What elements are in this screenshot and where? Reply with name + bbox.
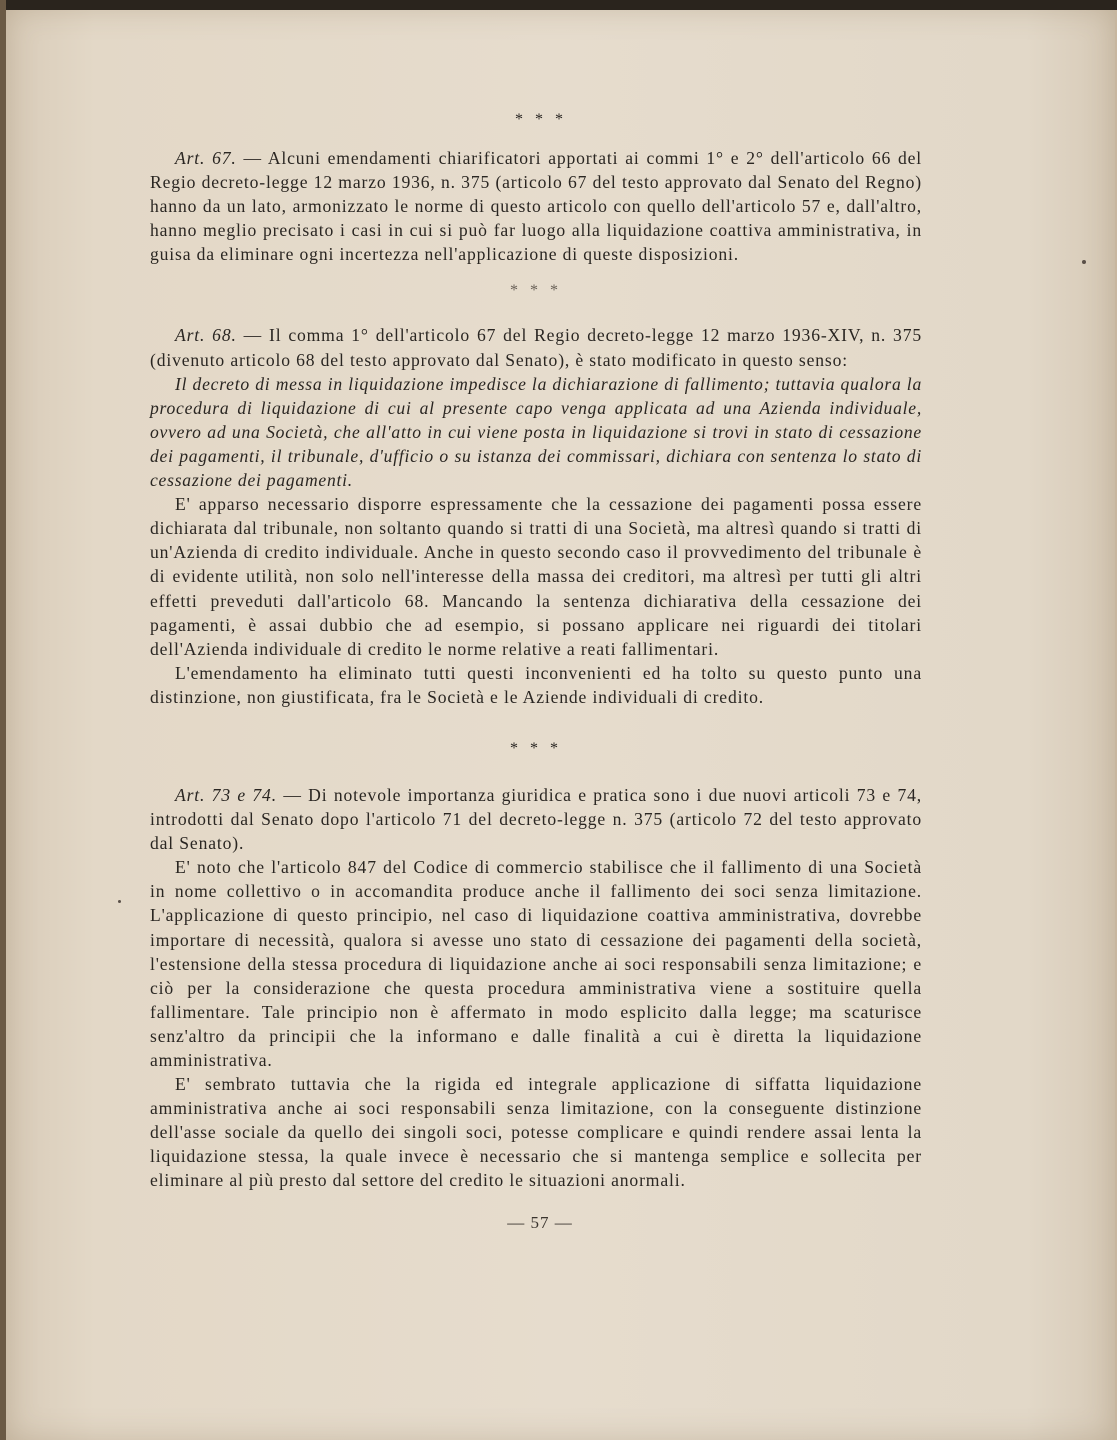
paragraph-text: — Il comma 1° dell'articolo 67 del Regio decreto-legge 12 marzo 1936-XIV, n. 375 (divenuto articolo 68 del testo approvato dal Senato), è stato modificato in questo senso: bbox=[150, 325, 922, 370]
paragraph bbox=[150, 323, 922, 371]
paragraph: E' apparso necessario disporre espressamente che la cessazione dei pagamenti possa essere dichiarata dal tribunale, non soltanto quando si tratti di una Società, ma altresì quando si tratti di un'Azienda di credito individuale. Anche in questo secondo caso il provvedimento del tribunale è di evidente utilità, non solo nell'interesse della massa dei creditori, ma altresì per tutti gli altri effetti preveduti dall'articolo 68. Mancando la sentenza dichiarativa della cessazione dei pagamenti, è assai dubbio che ad esempio, si possano applicare nei riguardi dei titolari dell'Azienda individuale di credito le norme relative a reati fallimentari. bbox=[150, 494, 922, 659]
paragraph bbox=[150, 146, 922, 266]
paragraph: E' sembrato tuttavia che la rigida ed integrale applicazione di siffatta liquidazione amministrativa anche ai soci responsabili senza limitazione, con la conseguente distinzione dell'asse sociale da quello dei singoli soci, potesse complicare e quindi rendere assai lenta la liquidazione stessa, la quale invece è necessario che si mantenga semplice e sollecita per eliminare al più presto dal settore del credito le situazioni anormali. bbox=[150, 1074, 922, 1191]
section-art-73-74 bbox=[150, 783, 922, 1193]
scan-left-edge bbox=[0, 0, 6, 1440]
paragraph: L'emendamento ha eliminato tutti questi inconvenienti ed ha tolto su questo punto una distinzione, non giustificata, fra le Società e le Aziende individuali di credito. bbox=[150, 662, 922, 707]
page-number: — 57 — bbox=[507, 1213, 573, 1232]
section-art-67 bbox=[150, 146, 922, 266]
page-body bbox=[150, 108, 922, 1193]
section-separator: * * * bbox=[515, 111, 567, 128]
scan-top-edge bbox=[0, 0, 1117, 10]
scan-speck bbox=[118, 900, 121, 903]
section-separator: * * * bbox=[510, 282, 562, 300]
paragraph-text: — Di notevole importanza giuridica e pratica sono i due nuovi articoli 73 e 74, introdotti dal Senato dopo l'articolo 71 del decreto-legge n. 375 (articolo 72 del testo approvato dal Senato). bbox=[150, 784, 922, 854]
paragraph bbox=[150, 783, 922, 855]
article-label: Art. 73 e 74. bbox=[175, 784, 277, 805]
quoted-amendment: Il decreto di messa in liquidazione impedisce la dichiarazione di fallimento; tuttavia qualora la procedura di liquidazione di cui al presente capo venga applicata ad una Azienda individuale, ovvero ad una Società, che all'atto in cui viene posta in liquidazione si trovi in stato di cessazione dei pagamenti, il tribunale, d'ufficio o su istanza dei commissari, dichiara con sentenza lo stato di cessazione dei pagamenti. bbox=[150, 373, 922, 491]
section-separator: * * * bbox=[510, 739, 562, 757]
section-art-68 bbox=[150, 323, 922, 709]
article-label: Art. 68. bbox=[175, 325, 237, 346]
paragraph: E' noto che l'articolo 847 del Codice di commercio stabilisce che il fallimento di una Società in nome collettivo o in accomandita produce anche il fallimento dei soci senza limitazione. L'applicazione di questo principio, nel caso di liquidazione coattiva amministrativa, dovrebbe importare di necessità, qualora si avesse uno stato di cessazione dei pagamenti della società, l'estensione della stessa procedura di liquidazione anche ai soci responsabili senza limitazione; e ciò per la considerazione che questa procedura amministrativa viene a sostituire quella fallimentare. Tale principio non è affermato in modo esplicito dalla legge; ma scaturisce senz'altro da principii che la informano e dalle finalità a cui è diretta la liquidazione amministrativa. bbox=[150, 857, 922, 1070]
paragraph-text: — Alcuni emendamenti chiarificatori apportati ai commi 1° e 2° dell'articolo 66 del Regio decreto-legge 12 marzo 1936, n. 375 (articolo 67 del testo approvato dal Senato del Regno) hanno da un lato, armonizzato le norme di questo articolo con quello dell'articolo 57 e, dall'altro, hanno meglio precisato i casi in cui si può far luogo alla liquidazione coattiva amministrativa, in guisa da eliminare ogni incertezza nell'applicazione di queste disposizioni. bbox=[150, 148, 922, 265]
article-label: Art. 67. bbox=[175, 148, 237, 168]
scan-speck bbox=[1082, 260, 1086, 264]
